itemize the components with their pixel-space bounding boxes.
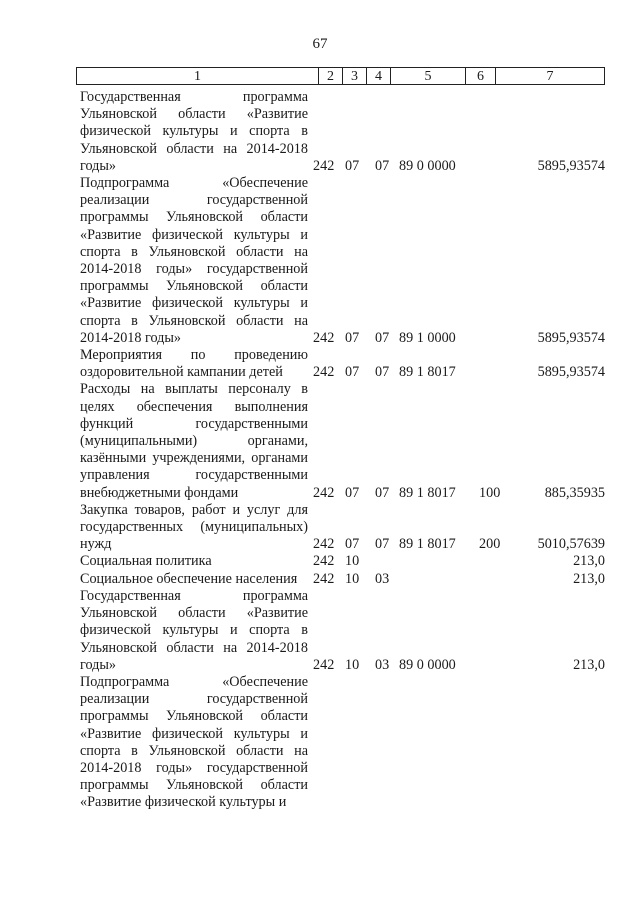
- row-pr: 07: [375, 157, 390, 174]
- row-rz: 07: [345, 157, 360, 174]
- table-row: [80, 571, 605, 588]
- row-grbs: 242: [313, 656, 335, 673]
- table-row: [80, 502, 605, 554]
- row-rz: 10: [345, 570, 360, 587]
- row-name: Расходы на выплаты персоналу в целях обеспечения выполнения функций государственными (муниципальными) органами, казёнными учреждениями, органами управления государственными внебюджетными фондами: [80, 381, 308, 501]
- row-pr: 03: [375, 570, 390, 587]
- row-sum: 213,0: [573, 553, 605, 570]
- header-col-4: 4: [367, 68, 391, 84]
- row-pr: 07: [375, 484, 390, 501]
- row-grbs: 242: [313, 364, 335, 381]
- row-cs: 89 1 8017: [399, 536, 456, 553]
- row-sum: 885,35935: [544, 484, 605, 501]
- table-row: [80, 347, 605, 381]
- row-name: Закупка товаров, работ и услуг для государственных (муниципальных) нужд: [80, 501, 308, 553]
- row-sum: 5895,93574: [537, 157, 605, 174]
- header-col-3: 3: [343, 68, 367, 84]
- table-row: [80, 674, 605, 812]
- row-grbs: 242: [313, 484, 335, 501]
- row-rz: 07: [345, 329, 360, 346]
- row-name: Подпрограмма «Обеспечение реализации государственной программы Ульяновской области «Развитие физической культуры и спорта в Ульяновской области на 2014-2018 годы» государственной программы Ульяновской области «Развитие физической культуры и спорта в Ульяновской области на 2014-2018 годы»: [80, 175, 308, 346]
- row-sum: 213,0: [573, 570, 605, 587]
- row-cs: 89 1 8017: [399, 364, 456, 381]
- table-row: [80, 89, 605, 175]
- row-name: Государственная программа Ульяновской области «Развитие физической культуры и спорта в Ульяновской области на 2014-2018 годы»: [80, 587, 308, 673]
- row-cs: 89 1 0000: [399, 329, 456, 346]
- row-sum: 5010,57639: [537, 536, 605, 553]
- row-rz: 07: [345, 536, 360, 553]
- row-cs: 89 0 0000: [399, 157, 456, 174]
- table-body: [80, 89, 605, 812]
- row-cs: 89 1 8017: [399, 484, 456, 501]
- row-rz: 07: [345, 484, 360, 501]
- header-col-5: 5: [391, 68, 466, 84]
- row-pr: 03: [375, 656, 390, 673]
- row-grbs: 242: [313, 329, 335, 346]
- row-cs: 89 0 0000: [399, 656, 456, 673]
- row-sum: 5895,93574: [537, 364, 605, 381]
- row-rz: 07: [345, 364, 360, 381]
- row-name: Мероприятия по проведению оздоровительной кампании детей: [80, 347, 308, 381]
- row-sum: 5895,93574: [537, 329, 605, 346]
- row-rz: 10: [345, 553, 360, 570]
- table-row: [80, 553, 605, 570]
- table-header: [76, 67, 605, 85]
- header-col-2: 2: [319, 68, 343, 84]
- row-grbs: 242: [313, 553, 335, 570]
- row-vr: 200: [479, 536, 501, 553]
- table-row: [80, 175, 605, 347]
- row-grbs: 242: [313, 536, 335, 553]
- row-name: Социальная политика: [80, 553, 212, 570]
- table-row: [80, 381, 605, 501]
- row-sum: 213,0: [573, 656, 605, 673]
- row-vr: 100: [479, 484, 501, 501]
- row-name: Социальное обеспечение населения: [80, 570, 298, 587]
- row-rz: 10: [345, 656, 360, 673]
- page-number: 67: [312, 36, 328, 52]
- header-col-6: 6: [466, 68, 496, 84]
- row-name: Государственная программа Ульяновской области «Развитие физической культуры и спорта в Ульяновской области на 2014-2018 годы»: [80, 89, 308, 174]
- row-pr: 07: [375, 536, 390, 553]
- row-name: Подпрограмма «Обеспечение реализации государственной программы Ульяновской области «Развитие физической культуры и спорта в Ульяновской области на 2014-2018 годы» государственной программы Ульяновской области «Развитие физической культуры и: [80, 673, 308, 811]
- row-pr: 07: [375, 329, 390, 346]
- header-col-7: 7: [546, 69, 554, 84]
- row-pr: 07: [375, 364, 390, 381]
- row-grbs: 242: [313, 570, 335, 587]
- row-grbs: 242: [313, 157, 335, 174]
- table-row: [80, 588, 605, 674]
- header-col-1: 1: [77, 68, 319, 84]
